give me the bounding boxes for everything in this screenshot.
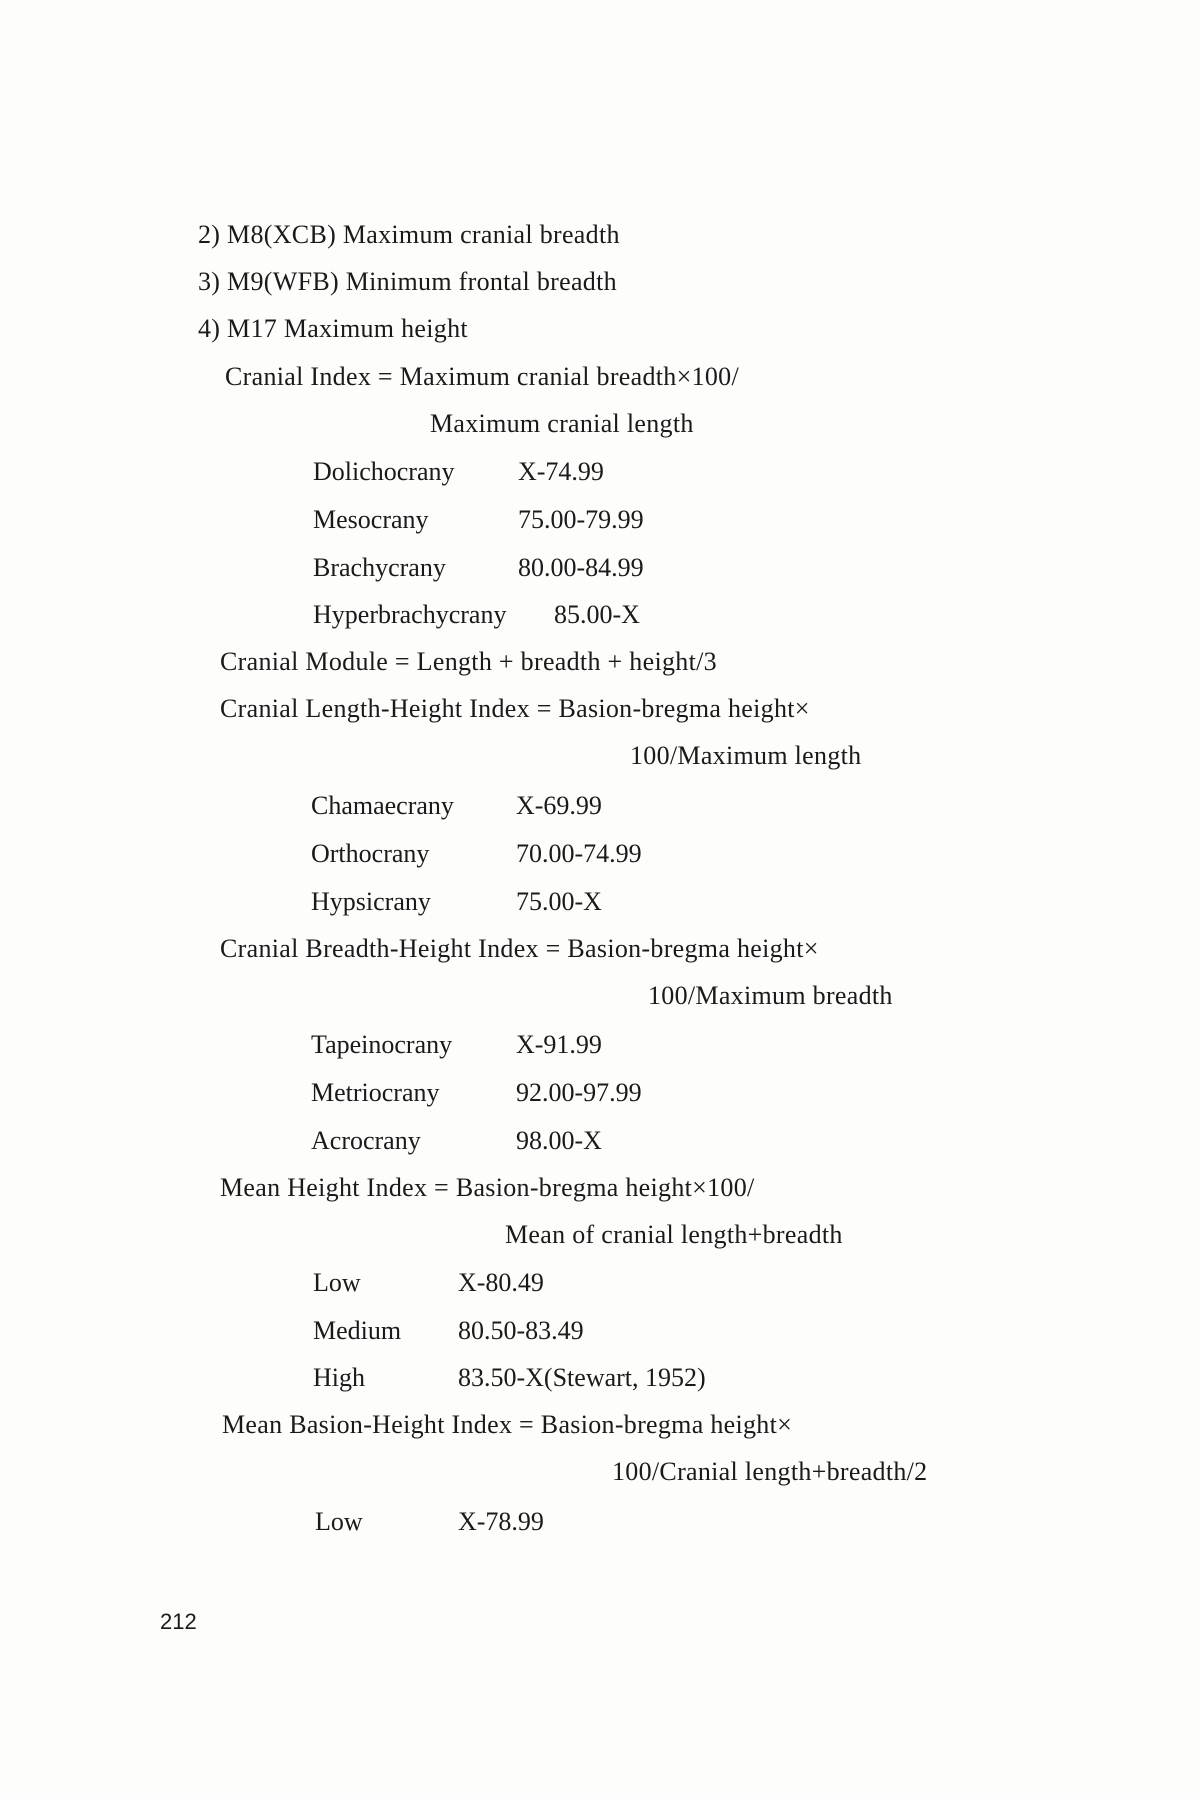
mean-basion-height-index-formula-cont: 100/Cranial length+breadth/2	[612, 1457, 928, 1486]
mean-basion-height-index-formula: Mean Basion-Height Index = Basion-bregma height×	[222, 1410, 793, 1439]
class-range: X-78.99	[458, 1507, 544, 1536]
mean-height-index-formula-cont: Mean of cranial length+breadth	[505, 1220, 843, 1249]
measurement-m8: 2) M8(XCB) Maximum cranial breadth	[198, 220, 620, 249]
class-range: 83.50-X(Stewart, 1952)	[458, 1363, 706, 1392]
class-range: X-74.99	[518, 457, 604, 486]
class-range: X-80.49	[458, 1268, 544, 1297]
class-term: Dolichocrany	[313, 457, 455, 486]
length-height-index-formula-cont: 100/Maximum length	[630, 741, 862, 770]
class-range: 75.00-79.99	[518, 505, 644, 534]
mean-height-index-formula: Mean Height Index = Basion-bregma height×100/	[220, 1173, 755, 1202]
class-term: Low	[315, 1507, 363, 1536]
class-range: X-69.99	[516, 791, 602, 820]
length-height-index-formula: Cranial Length-Height Index = Basion-bregma height×	[220, 694, 810, 723]
class-term: Brachycrany	[313, 553, 446, 582]
class-term: Low	[313, 1268, 361, 1297]
breadth-height-index-formula-cont: 100/Maximum breadth	[648, 981, 893, 1010]
class-term: High	[313, 1363, 365, 1392]
class-range: X-91.99	[516, 1030, 602, 1059]
class-range: 92.00-97.99	[516, 1078, 642, 1107]
measurement-m17: 4) M17 Maximum height	[198, 314, 468, 343]
class-range: 80.00-84.99	[518, 553, 644, 582]
class-range: 85.00-X	[554, 600, 640, 629]
class-term: Metriocrany	[311, 1078, 440, 1107]
page-number: 212	[160, 1609, 197, 1634]
measurement-m9: 3) M9(WFB) Minimum frontal breadth	[198, 267, 617, 296]
class-term: Hypsicrany	[311, 887, 431, 916]
cranial-module-formula: Cranial Module = Length + breadth + height/3	[220, 647, 717, 676]
cranial-index-formula-cont: Maximum cranial length	[430, 409, 694, 438]
breadth-height-index-formula: Cranial Breadth-Height Index = Basion-bregma height×	[220, 934, 819, 963]
class-range: 98.00-X	[516, 1126, 602, 1155]
cranial-index-formula: Cranial Index = Maximum cranial breadth×100/	[225, 362, 739, 391]
class-range: 70.00-74.99	[516, 839, 642, 868]
class-term: Chamaecrany	[311, 791, 454, 820]
class-term: Hyperbrachycrany	[313, 600, 507, 629]
class-term: Orthocrany	[311, 839, 430, 868]
class-term: Tapeinocrany	[311, 1030, 453, 1059]
class-term: Mesocrany	[313, 505, 429, 534]
class-term: Medium	[313, 1316, 402, 1345]
class-term: Acrocrany	[311, 1126, 421, 1155]
class-range: 75.00-X	[516, 887, 602, 916]
class-range: 80.50-83.49	[458, 1316, 584, 1345]
